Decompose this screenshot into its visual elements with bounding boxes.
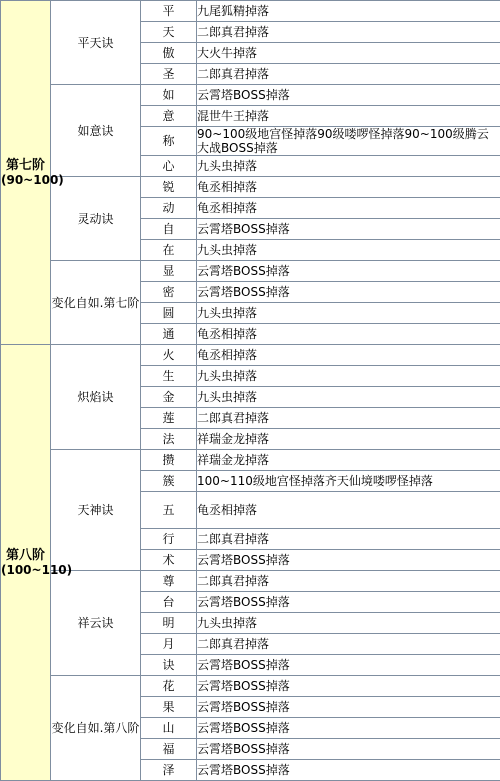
drop-source: 云霄塔BOSS掉落 (197, 697, 500, 718)
drop-source: 云霄塔BOSS掉落 (197, 219, 500, 240)
skill-character: 法 (141, 429, 197, 450)
skill-name: 平天诀 (51, 1, 141, 85)
drop-source: 100~110级地宫怪掉落齐天仙境喽啰怪掉落 (197, 471, 500, 492)
skill-character: 心 (141, 156, 197, 177)
skill-character: 攒 (141, 450, 197, 471)
drop-source: 云霄塔BOSS掉落 (197, 655, 500, 676)
skill-name: 天神诀 (51, 450, 141, 571)
skill-character: 诀 (141, 655, 197, 676)
drop-source: 祥瑞金龙掉落 (197, 429, 500, 450)
drop-source: 九头虫掉落 (197, 613, 500, 634)
tier-cell (1, 1, 51, 345)
skill-character: 显 (141, 261, 197, 282)
table-row (1, 450, 500, 471)
drop-source: 云霄塔BOSS掉落 (197, 592, 500, 613)
drop-source: 九尾狐精掉落 (197, 1, 500, 22)
skill-character: 五 (141, 492, 197, 529)
drop-source: 云霄塔BOSS掉落 (197, 760, 500, 781)
skill-character: 圆 (141, 303, 197, 324)
table-row (1, 676, 500, 697)
skill-character: 泽 (141, 760, 197, 781)
drop-source: 大火牛掉落 (197, 43, 500, 64)
skill-character: 尊 (141, 571, 197, 592)
tier-level-range: (100~110) (1, 563, 50, 577)
skill-character: 莲 (141, 408, 197, 429)
skill-character: 圣 (141, 64, 197, 85)
drop-source: 祥瑞金龙掉落 (197, 450, 500, 471)
table-row (1, 345, 500, 366)
skill-name: 变化自如.第七阶 (51, 261, 141, 345)
drop-source: 云霄塔BOSS掉落 (197, 676, 500, 697)
skill-character: 台 (141, 592, 197, 613)
drop-source: 云霄塔BOSS掉落 (197, 282, 500, 303)
skill-character: 傲 (141, 43, 197, 64)
drop-source: 龟丞相掉落 (197, 345, 500, 366)
drop-source: 云霄塔BOSS掉落 (197, 85, 500, 106)
tier-cell (1, 345, 51, 781)
tier-name: 第七阶 (1, 159, 50, 173)
skill-character: 簇 (141, 471, 197, 492)
drop-source: 九头虫掉落 (197, 387, 500, 408)
skill-character: 自 (141, 219, 197, 240)
tier-level-range: (90~100) (1, 173, 50, 187)
skill-name: 如意诀 (51, 85, 141, 177)
tier-name: 第八阶 (1, 549, 50, 563)
skill-character: 锐 (141, 177, 197, 198)
skill-character: 月 (141, 634, 197, 655)
table-row (1, 85, 500, 106)
drop-source: 九头虫掉落 (197, 240, 500, 261)
skill-name: 炽焰诀 (51, 345, 141, 450)
skill-name: 祥云诀 (51, 571, 141, 676)
table-body (1, 1, 500, 781)
skill-character: 生 (141, 366, 197, 387)
drop-source: 二郎真君掉落 (197, 408, 500, 429)
drop-source: 云霄塔BOSS掉落 (197, 261, 500, 282)
drop-source: 混世牛王掉落 (197, 106, 500, 127)
drop-source: 二郎真君掉落 (197, 571, 500, 592)
table-row (1, 1, 500, 22)
table-row (1, 177, 500, 198)
table-row (1, 571, 500, 592)
skill-name: 灵动诀 (51, 177, 141, 261)
table-row (1, 261, 500, 282)
drop-source: 九头虫掉落 (197, 156, 500, 177)
skill-character: 密 (141, 282, 197, 303)
drop-source: 二郎真君掉落 (197, 64, 500, 85)
drop-source: 龟丞相掉落 (197, 198, 500, 219)
skill-character: 术 (141, 550, 197, 571)
drop-source: 龟丞相掉落 (197, 492, 500, 529)
skill-character: 天 (141, 22, 197, 43)
drop-source: 二郎真君掉落 (197, 529, 500, 550)
skill-character: 花 (141, 676, 197, 697)
drop-source: 二郎真君掉落 (197, 634, 500, 655)
drop-source: 90~100级地宫怪掉落90级喽啰怪掉落90~100级腾云大战BOSS掉落 (197, 127, 500, 156)
drop-source: 二郎真君掉落 (197, 22, 500, 43)
drop-source: 云霄塔BOSS掉落 (197, 718, 500, 739)
skill-character: 如 (141, 85, 197, 106)
skill-character: 平 (141, 1, 197, 22)
drop-source: 云霄塔BOSS掉落 (197, 550, 500, 571)
skill-character: 通 (141, 324, 197, 345)
skill-character: 意 (141, 106, 197, 127)
drop-source: 九头虫掉落 (197, 366, 500, 387)
skill-character: 福 (141, 739, 197, 760)
skill-character: 在 (141, 240, 197, 261)
drop-source: 龟丞相掉落 (197, 177, 500, 198)
skill-character: 动 (141, 198, 197, 219)
skill-character: 火 (141, 345, 197, 366)
skill-name: 变化自如.第八阶 (51, 676, 141, 781)
drop-source: 龟丞相掉落 (197, 324, 500, 345)
skill-character: 行 (141, 529, 197, 550)
skill-character: 果 (141, 697, 197, 718)
drop-source: 云霄塔BOSS掉落 (197, 739, 500, 760)
skill-character: 明 (141, 613, 197, 634)
skill-character: 山 (141, 718, 197, 739)
skill-character: 金 (141, 387, 197, 408)
drop-source: 九头虫掉落 (197, 303, 500, 324)
skill-character: 称 (141, 127, 197, 156)
